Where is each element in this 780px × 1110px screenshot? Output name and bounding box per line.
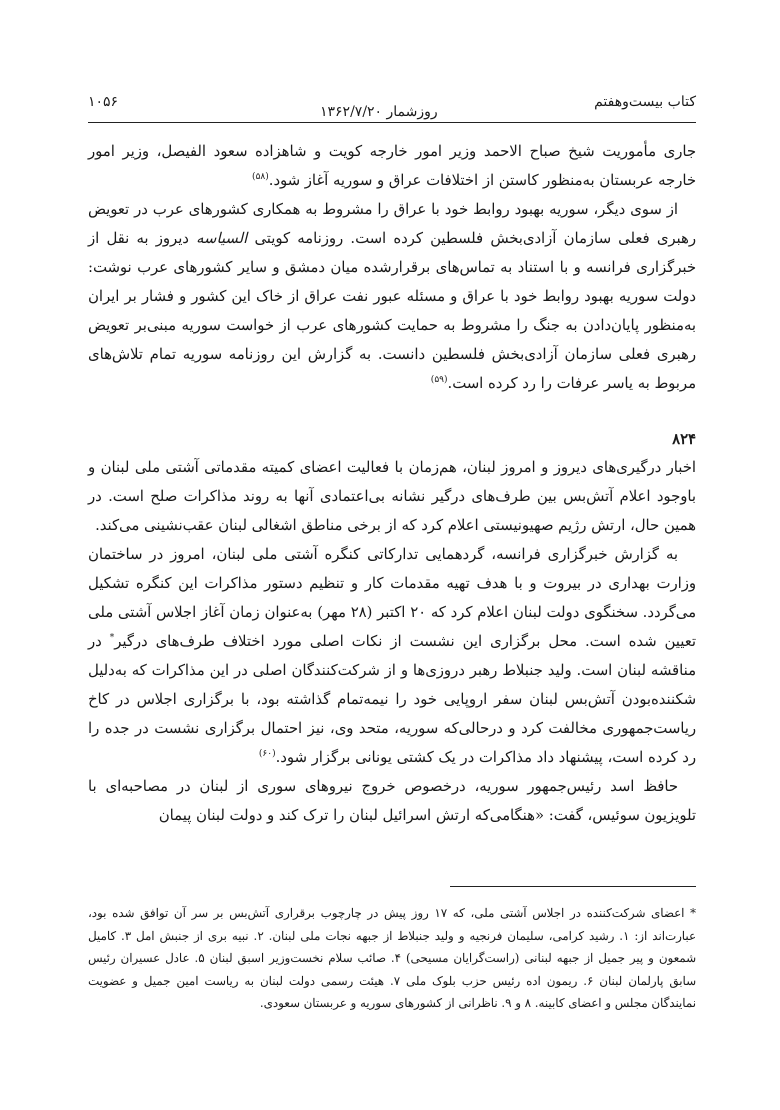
paragraph-continuation [88, 137, 696, 195]
newspaper-name: السیاسه [196, 230, 248, 247]
page-body [88, 123, 696, 830]
page-number: ۱۰۵۶ [88, 94, 119, 110]
footnotes [88, 902, 696, 1015]
footnote-divider [450, 886, 696, 887]
running-header [88, 88, 696, 123]
paragraph-syria-iraq [88, 195, 696, 398]
paragraph-text: جاری مأموریت شیخ صباح الاحمد وزیر امور خارجه کویت و شاهزاده سعود الفیصل، وزیر امور خارجه عربستان به‌منظور کاستن از اختلافات عراق و سوریه آغاز شود. [88, 143, 696, 189]
paragraph-text: به گزارش خبرگزاری فرانسه، گردهمایی تدارکاتی کنگره آشتی ملی لبنان، امروز در ساختمان وزارت بهداری در بیروت و با هدف تهیه مقدمات کار و تنظیم دستور مذاکرات این کنگره تشکیل می‌گردد. سخنگوی دولت لبنان اعلام کرد که ۲۰ اکتبر (۲۸ مهر) به‌عنوان زمان آغاز اجلاس آشتی ملی تعیین شده است. محل برگزاری این نشست از نکات اصلی مورد اختلاف طرف‌های درگیر [88, 546, 697, 650]
paragraph-assad-interview: حافظ اسد رئیس‌جمهور سوریه، درخصوص خروج نیروهای سوری از لبنان در مصاحبه‌ای با تلویزیون سوئیس، گفت: «هنگامی‌که ارتش اسرائیل لبنان را ترک کند و دولت لبنان پیمان [88, 778, 696, 824]
diary-date: روزشمار ۱۳۶۲/۷/۲۰ [320, 104, 438, 120]
paragraph-text: در مناقشه لبنان است. ولید جنبلاط رهبر دروزی‌ها و از شرکت‌کنندگان اصلی در این مذاکرات که به‌دلیل شکننده‌بودن آتش‌بس لبنان سفر اروپایی خود را نیمه‌تمام گذاشته بود، با برگزاری اجلاس در کاخ ریاست‌جمهوری مخالفت کرد و درحالی‌که سوریه، متحد وی، نیز احتمال برگزاری نشست در جده را رد کرده است، پیشنهاد داد مذاکرات در یک کشتی یونانی برگزار شود. [88, 633, 696, 766]
endnote-ref: (۶۰) [258, 749, 276, 760]
footnote-text: * اعضای شرکت‌کننده در اجلاس آشتی ملی، که ۱۷ روز پیش در چارچوب برقراری آتش‌بس بر سر آن توافق شده بود، عبارت‌اند از: ۱. رشید کرامی، سلیمان فرنجیه و ولید جنبلاط از جبهه نجات ملی لبنان. ۲. نبیه بری از جنبش امل ۳. کامیل شمعون و پیر جمیل از جبهه لبنانی (راست‌گرایان مسیحی) ۴. صائب سلام نخست‌وزیر اسبق لبنان ۵. عادل عسیران رئیس سابق پارلمان لبنان ۶. ریمون اده رئیس حزب بلوک ملی ۷. هیئت رسمی دولت لبنان به ریاست امین جمیل و عضویت نمایندگان مجلس و اعضای کابینه. ۸ و ۹. ناظرانی از کشورهای سوریه و عربستان سعودی. [88, 906, 696, 1010]
section-number: ۸۲۴ [672, 431, 696, 448]
paragraph-text: دیروز به نقل از خبرگزاری فرانسه و با استناد به تماس‌های برقرارشده میان دمشق و سایر کشورهای عرب نوشت: دولت سوریه بهبود روابط خود با عراق و مسئله عبور نفت عراق از خاک این کشور و فشار بر ایران به‌منظور پایان‌دادن به جنگ را مشروط به حمایت کشورهای عرب از خواست سوریه مبنی‌بر تعویض رهبری فعلی سازمان آزادی‌بخش فلسطین دانست. به گزارش این روزنامه سوریه تمام تلاش‌های مربوط به یاسر عرفات را رد کرده است. [88, 230, 696, 392]
paragraph-text: از سوی دیگر، سوریه بهبود روابط خود با عراق را مشروط به همکاری کشورهای عرب در تعویض رهبری فعلی سازمان آزادی‌بخش فلسطین کرده است. روزنامه کویتی [88, 201, 696, 247]
book-title: کتاب بیست‌وهفتم [594, 94, 696, 110]
footnote-marker: * [109, 633, 115, 644]
endnote-ref: (۵۹) [430, 375, 448, 386]
document-page [88, 88, 696, 1048]
paragraph-lebanon-clashes: اخبار درگیری‌های دیروز و امروز لبنان، هم‌زمان با فعالیت اعضای کمیته مقدماتی آشتی ملی لبنان و باوجود اعلام آتش‌بس بین طرف‌های درگیر نشانه بی‌اعتمادی آنها به روند مذاکرات صلح است. در همین حال، ارتش رژیم صهیونیستی اعلام کرد که از برخی مناطق اشغالی لبنان عقب‌نشینی می‌کند. [88, 459, 696, 534]
paragraph-reconciliation-conference [88, 540, 696, 772]
endnote-ref: (۵۸) [252, 172, 269, 183]
